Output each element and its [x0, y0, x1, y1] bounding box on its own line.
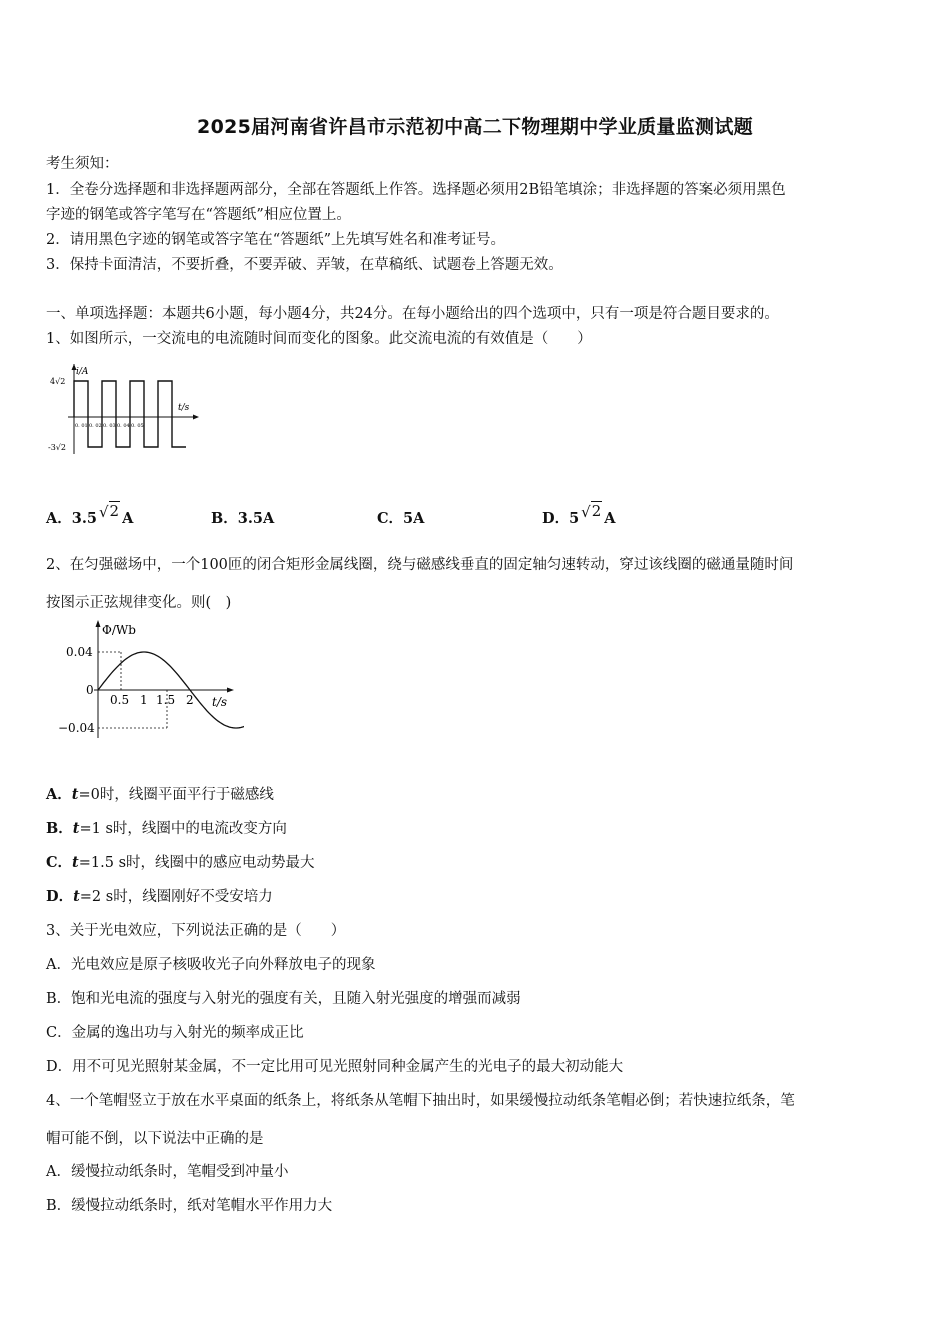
q4-stem-line-2: 帽可能不倒，以下说法中正确的是 — [46, 1131, 264, 1147]
q3-option-a[interactable]: A．光电效应是原子核吸收光子向外释放电子的现象 — [46, 957, 376, 973]
q2-option-a-text: =0时，线圈平面平行于磁感线 — [78, 787, 274, 803]
variable-t: t — [72, 820, 80, 837]
q2-option-a[interactable] — [46, 783, 274, 804]
radical-sign: √ — [98, 503, 109, 521]
q1-option-d-text: D．5 — [542, 510, 580, 527]
q1-current-graph — [46, 362, 206, 462]
q1-graph-xlabel: t/s — [178, 403, 190, 413]
q3-option-b[interactable]: B．饱和光电流的强度与入射光的强度有关，且随入射光强度的增强而减弱 — [46, 991, 521, 1007]
q2-graph-ylabel: Φ/Wb — [102, 623, 136, 637]
q1-graph-tick: 0. 02 — [89, 423, 102, 429]
q2-option-b[interactable] — [46, 817, 287, 838]
q2-option-b-label: B． — [46, 820, 73, 837]
q2-graph-yneg: −0.04 — [58, 721, 95, 735]
q1-graph-bottom-value: -3√2 — [48, 443, 66, 452]
q2-graph-tick: 1 — [140, 693, 148, 707]
q2-option-d-text: =2 s时，线圈刚好不受安培力 — [79, 889, 273, 905]
q4-option-a[interactable]: A．缓慢拉动纸条时，笔帽受到冲量小 — [46, 1164, 289, 1180]
sqrt-symbol — [98, 502, 120, 527]
variable-t: t — [72, 854, 79, 871]
q3-option-d[interactable]: D．用不可见光照射某金属，不一定比用可见光照射同种金属产生的光电子的最大初动能大 — [46, 1059, 624, 1075]
q2-option-c-text: =1.5 s时，线圈中的感应电动势最大 — [78, 855, 315, 871]
q2-option-c-label: C． — [46, 854, 73, 871]
q1-option-d-unit: A — [604, 510, 616, 527]
q2-graph-tick: 0.5 — [110, 693, 130, 707]
q2-graph-ypos: 0.04 — [66, 645, 93, 659]
q1-option-a-text: A．3.5 — [46, 510, 97, 527]
radical-sign: √ — [581, 503, 591, 521]
q1-graph-ylabel: i/A — [76, 367, 89, 377]
section-heading: 一、单项选择题：本题共6小题，每小题4分，共24分。在每小题给出的四个选项中，只有一项是符合题目要求的。 — [46, 306, 779, 322]
q3-option-c[interactable]: C．金属的逸出功与入射光的频率成正比 — [46, 1025, 304, 1041]
q1-graph-tick: 0. 04 — [117, 423, 130, 429]
q1-graph-top-value: 4√2 — [50, 377, 66, 386]
q1-option-b[interactable]: B．3.5A — [211, 510, 275, 527]
q1-graph-tick: 0. 01 — [75, 423, 88, 429]
notice-line-4: 3．保持卡面清洁，不要折叠，不要弄破、弄皱，在草稿纸、试题卷上答题无效。 — [46, 257, 563, 273]
radicand: 2 — [109, 502, 120, 520]
q2-graph-tick: 2 — [186, 693, 194, 707]
notice-heading: 考生须知： — [46, 156, 119, 172]
q2-graph-origin: 0 — [86, 683, 94, 697]
q2-option-b-text: =1 s时，线圈中的电流改变方向 — [79, 821, 287, 837]
q2-option-a-label: A． — [46, 786, 72, 803]
sqrt-symbol — [581, 502, 602, 527]
q2-option-c[interactable] — [46, 851, 315, 872]
q1-option-a[interactable] — [46, 502, 134, 528]
variable-t: t — [71, 786, 79, 803]
q2-graph-tick: 1.5 — [156, 693, 176, 707]
variable-t: t — [73, 888, 80, 905]
q2-flux-graph — [54, 620, 244, 742]
notice-line-1: 1．全卷分选择题和非选择题两部分，全部在答题纸上作答。选择题必须用2B铅笔填涂；非选择题的答案必须用黑色 — [46, 182, 786, 198]
page-title: 2025届河南省许昌市示范初中高二下物理期中学业质量监测试题 — [197, 116, 753, 138]
q2-option-d[interactable] — [46, 885, 273, 906]
q1-stem: 1、如图所示，一交流电的电流随时间而变化的图象。此交流电流的有效值是（ ） — [46, 331, 592, 347]
radicand: 2 — [591, 502, 602, 520]
q1-option-a-unit: A — [122, 510, 134, 527]
q2-graph-xlabel: t/s — [212, 695, 228, 709]
q4-stem-line-1: 4、一个笔帽竖立于放在水平桌面的纸条上，将纸条从笔帽下抽出时，如果缓慢拉动纸条笔帽必倒；若快速拉纸条，笔 — [46, 1093, 795, 1109]
q1-graph-tick: 0. 05 — [131, 423, 144, 429]
notice-line-3: 2．请用黑色字迹的钢笔或答字笔在“答题纸”上先填写姓名和准考证号。 — [46, 232, 506, 248]
q4-option-b[interactable]: B．缓慢拉动纸条时，纸对笔帽水平作用力大 — [46, 1198, 333, 1214]
q1-option-d[interactable] — [542, 502, 616, 528]
notice-line-2: 字迹的钢笔或答字笔写在“答题纸”相应位置上。 — [46, 207, 351, 223]
q3-stem: 3、关于光电效应，下列说法正确的是（ ） — [46, 923, 346, 939]
q1-option-c[interactable]: C．5A — [377, 510, 425, 527]
q2-option-d-label: D． — [46, 888, 74, 905]
q1-graph-tick: 0. 03 — [103, 423, 116, 429]
q2-stem-line-1: 2、在匀强磁场中，一个100匝的闭合矩形金属线圈，绕与磁感线垂直的固定轴匀速转动，穿过该线圈的磁通量随时间 — [46, 557, 794, 573]
q2-stem-line-2: 按图示正弦规律变化。则( ) — [46, 595, 232, 611]
